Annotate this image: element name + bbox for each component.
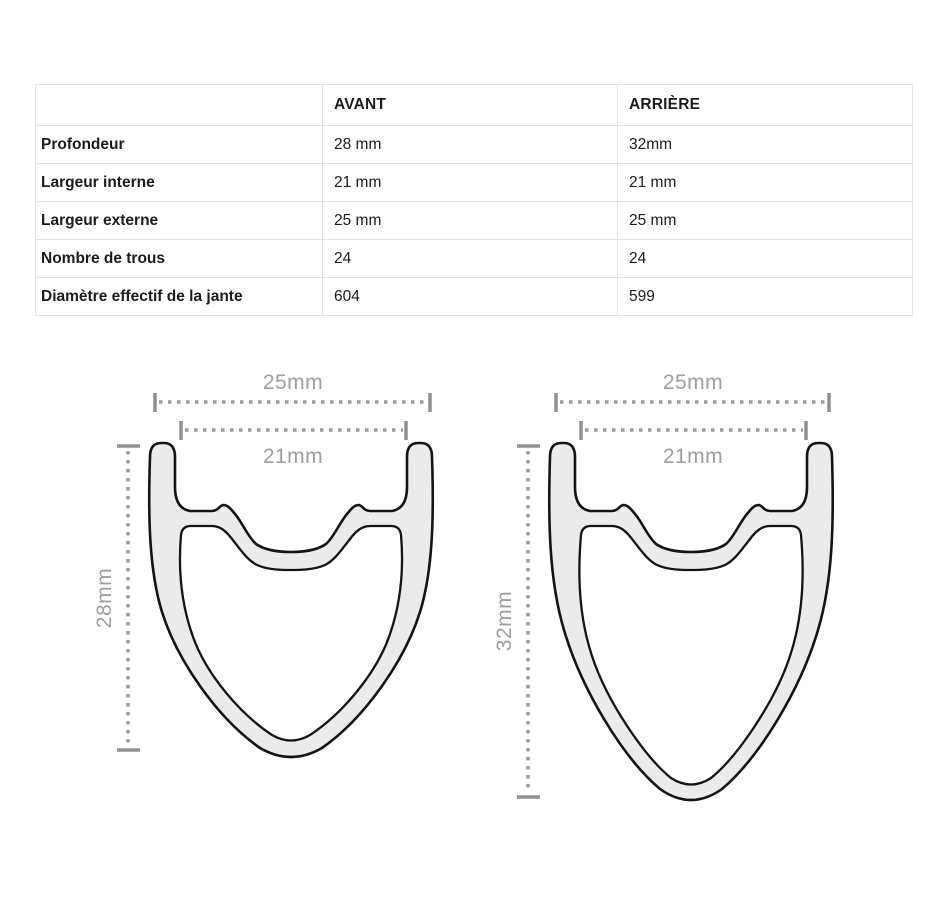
rear-inner-width-label: 21mm: [662, 445, 724, 468]
front-inner-width-label: 21mm: [262, 445, 324, 468]
row-label: Diamètre effectif de la jante: [36, 278, 323, 316]
spec-table-container: [35, 84, 912, 316]
rear-outer-width-label: 25mm: [662, 371, 724, 394]
header-avant: AVANT: [323, 85, 618, 126]
table-header-row: [36, 85, 913, 126]
value-arriere: 32mm: [618, 126, 913, 164]
header-arriere: ARRIÈRE: [618, 85, 913, 126]
row-label: Largeur externe: [36, 202, 323, 240]
value-avant: 604: [323, 278, 618, 316]
value-avant: 28 mm: [323, 126, 618, 164]
table-row: [36, 126, 913, 164]
value-avant: 25 mm: [323, 202, 618, 240]
value-avant: 21 mm: [323, 164, 618, 202]
value-arriere: 599: [618, 278, 913, 316]
front-outer-width-label: 25mm: [262, 371, 324, 394]
rim-diagrams: [0, 350, 925, 823]
value-avant: 24: [323, 240, 618, 278]
table-row: [36, 240, 913, 278]
value-arriere: 21 mm: [618, 164, 913, 202]
value-arriere: 24: [618, 240, 913, 278]
front-rim-diagram: [93, 371, 433, 757]
row-label: Profondeur: [36, 126, 323, 164]
row-label: Largeur interne: [36, 164, 323, 202]
table-row: [36, 278, 913, 316]
header-empty-cell: [36, 85, 323, 126]
front-depth-label: 28mm: [93, 567, 116, 629]
rear-rim-diagram: [493, 371, 833, 800]
value-arriere: 25 mm: [618, 202, 913, 240]
specs-table: [35, 84, 913, 316]
table-row: [36, 164, 913, 202]
table-row: [36, 202, 913, 240]
row-label: Nombre de trous: [36, 240, 323, 278]
rear-depth-label: 32mm: [493, 590, 516, 652]
